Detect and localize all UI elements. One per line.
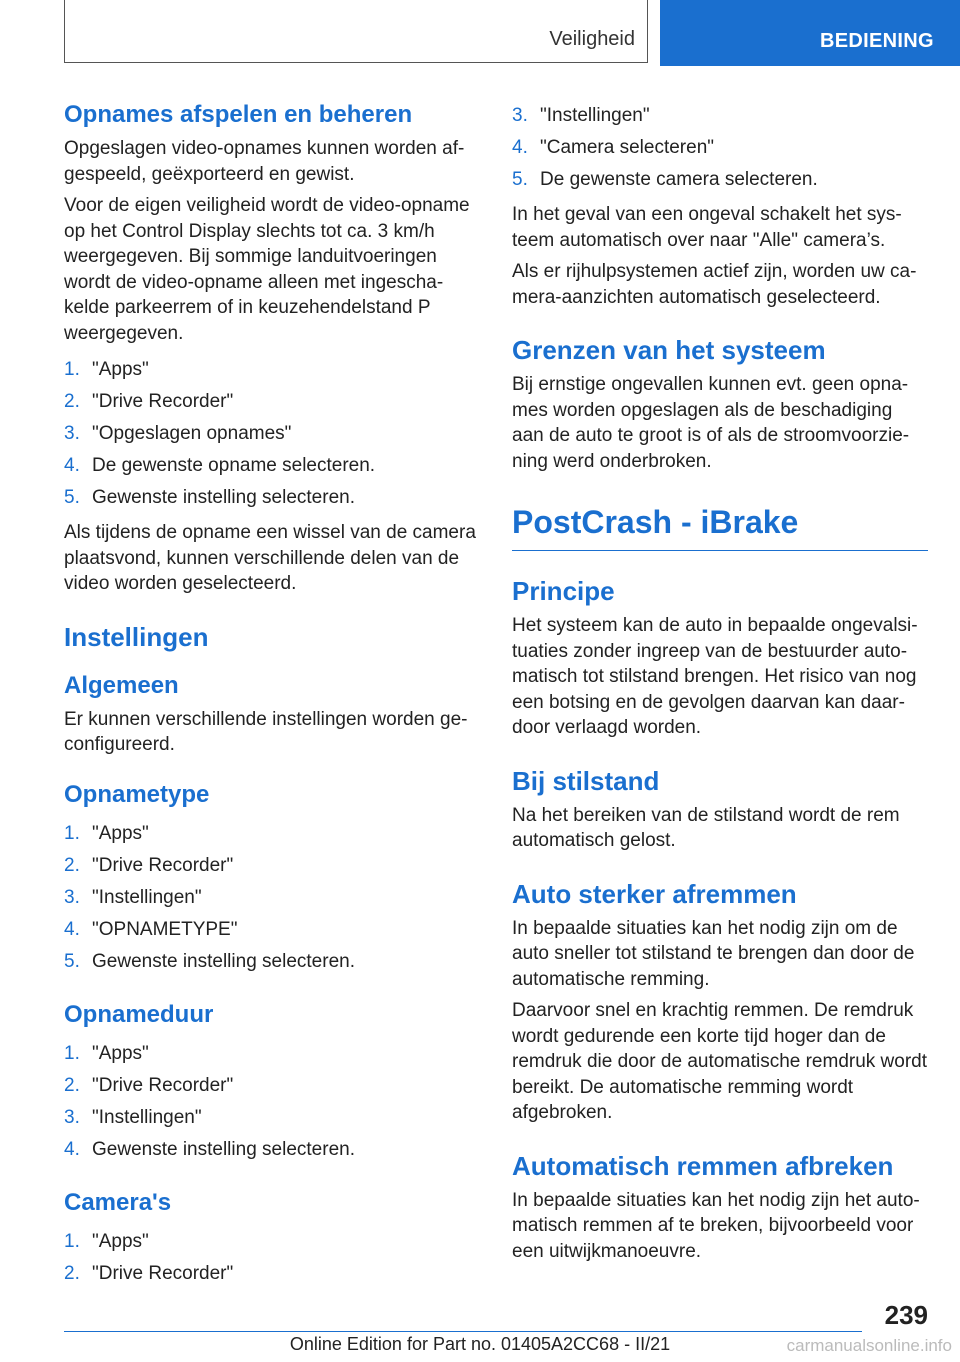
list-item-number: 5. (64, 950, 80, 972)
list-item-text: "Opgeslagen opnames" (92, 423, 292, 444)
list-item (64, 1102, 480, 1134)
list-item-text: "Camera selecteren" (540, 137, 715, 158)
list-item-number: 1. (64, 1230, 80, 1252)
paragraph: Het systeem kan de auto in bepaalde ongevalsi-tuaties zonder ingreep van de bestuurder auto-matisch tot stilstand brengen. Het risico van nog een botsing en de gevolgen daarvan kan daar-door verlaagd worden. (512, 615, 918, 738)
footer-rule (64, 1331, 862, 1332)
heading-opnameduur: Opnameduur (64, 1000, 214, 1028)
list-item-number: 2. (64, 854, 80, 876)
numbered-list (64, 1038, 480, 1166)
list-item-number: 4. (512, 137, 528, 158)
list-item-number: 3. (64, 423, 80, 444)
list-item (64, 386, 480, 418)
list-item-text: "Instellingen" (540, 105, 650, 126)
list-item-text: "Apps" (92, 359, 149, 380)
list-item-text: "Drive Recorder" (92, 1074, 234, 1096)
paragraph: Opgeslagen video-opnames kunnen worden af-gespeeld, geëxporteerd en gewist. (64, 138, 465, 185)
heading-cameras: Camera's (64, 1188, 172, 1216)
paragraph: Daarvoor snel en krachtig remmen. De remdruk wordt gedurende een korte tijd hoger dan de remdruk die door de automatische remdruk wordt bereikt. De automatische remming wordt afgebroken. (512, 1000, 928, 1123)
list-item-text: "Apps" (92, 1230, 149, 1252)
right-column (512, 100, 928, 1264)
paragraph: Als tijdens de opname een wissel van de camera plaatsvond, kunnen verschillende delen van de video worden geselecteerd. (64, 522, 476, 594)
numbered-list (512, 100, 928, 196)
list-item (64, 1226, 480, 1258)
list-item (64, 818, 480, 850)
list-item-number: 2. (64, 391, 80, 412)
paragraph: In bepaalde situaties kan het nodig zijn om de auto sneller tot stilstand te brengen dan door de automatische remming. (512, 917, 915, 990)
list-item (64, 850, 480, 882)
list-item (512, 100, 928, 132)
list-item (64, 1070, 480, 1102)
paragraph: Na het bereiken van de stilstand wordt de rem automatisch gelost. (512, 804, 900, 851)
list-item (64, 418, 480, 450)
list-item-number: 3. (64, 886, 80, 908)
heading-principe: Principe (512, 576, 615, 606)
list-item-text: De gewenste camera selecteren. (540, 169, 818, 190)
list-item-text: Gewenste instelling selecteren. (92, 950, 355, 972)
list-item-number: 2. (64, 1262, 80, 1284)
heading-bij-stilstand: Bij stilstand (512, 765, 660, 796)
numbered-list (64, 354, 480, 514)
list-item-text: "Instellingen" (92, 1106, 202, 1128)
paragraph: Voor de eigen veiligheid wordt de video-opname op het Control Display slechts tot ca. 3 km/h weergegeven. Bij sommige landuitvoeringen wordt de video-opname alleen met ingescha-kelde parkeerrem of in keuzehendelstand P weergegeven. (64, 195, 470, 344)
left-column (64, 100, 480, 1290)
list-item-number: 5. (512, 169, 528, 190)
list-item-text: "Drive Recorder" (92, 854, 234, 876)
header-chapter-tab (660, 0, 960, 66)
list-item-number: 1. (64, 822, 80, 844)
list-item (64, 1038, 480, 1070)
list-item-text: "Drive Recorder" (92, 1262, 234, 1284)
list-item-number: 3. (512, 105, 528, 126)
chapter-title: PostCrash - iBrake (512, 502, 928, 551)
list-item (64, 946, 480, 978)
heading-grenzen: Grenzen van het systeem (512, 335, 826, 365)
list-item-number: 4. (64, 918, 80, 940)
list-item-text: "Instellingen" (92, 886, 202, 908)
paragraph: Bij ernstige ongevallen kunnen evt. geen opna-mes worden opgeslagen als de beschadiging aan de auto te groot is of als de stroomvoorzie-ning werd onderbroken. (512, 374, 910, 472)
list-item-text: "Apps" (92, 1042, 149, 1064)
list-item-number: 1. (64, 1042, 80, 1064)
footer-edition: Online Edition for Part no. 01405A2CC68 - II/21 (289, 1334, 671, 1354)
numbered-list (64, 1226, 480, 1290)
heading-auto-sterker-afremmen: Auto sterker afremmen (512, 878, 797, 909)
watermark: carmanualsonline.info (786, 1336, 952, 1355)
list-item-text: De gewenste opname selecteren. (92, 455, 376, 476)
heading-opnametype: Opnametype (64, 780, 210, 808)
list-item-number: 5. (64, 487, 80, 508)
list-item (64, 482, 480, 514)
paragraph: In bepaalde situaties kan het nodig zijn het auto-matisch remmen af te breken, bijvoorbeeld voor een uitwijkmanoeuvre. (512, 1189, 920, 1262)
paragraph: In het geval van een ongeval schakelt het sys-teem automatisch over naar "Alle" camera’s. (512, 204, 902, 251)
list-item (64, 354, 480, 386)
list-item-text: "OPNAMETYPE" (92, 918, 238, 940)
list-item-text: "Drive Recorder" (92, 391, 234, 412)
list-item-number: 4. (64, 1138, 80, 1160)
header-section-title: Veiligheid (549, 28, 635, 50)
heading-automatisch-remmen-afbreken: Automatisch remmen afbreken (512, 1150, 894, 1181)
paragraph: Als er rijhulpsystemen actief zijn, worden uw ca-mera-aanzichten automatisch geselecteerd. (512, 261, 917, 308)
list-item (512, 132, 928, 164)
heading-instellingen: Instellingen (64, 621, 209, 652)
list-item (64, 1134, 480, 1166)
page-number: 239 (884, 1300, 928, 1330)
list-item-text: Gewenste instelling selecteren. (92, 487, 355, 508)
list-item (512, 164, 928, 196)
list-item (64, 882, 480, 914)
numbered-list (64, 818, 480, 978)
list-item (64, 1258, 480, 1290)
list-item-number: 2. (64, 1074, 80, 1096)
list-item-number: 1. (64, 359, 80, 380)
list-item-number: 3. (64, 1106, 80, 1128)
page-header (0, 0, 960, 66)
header-chapter-label: BEDIENING (820, 30, 934, 52)
list-item (64, 450, 480, 482)
list-item-text: "Apps" (92, 822, 149, 844)
list-item-number: 4. (64, 455, 80, 476)
list-item-text: Gewenste instelling selecteren. (92, 1138, 355, 1160)
paragraph: Er kunnen verschillende instellingen worden ge-configureerd. (64, 708, 468, 755)
heading-algemeen: Algemeen (64, 671, 179, 699)
heading-opnames-afspelen: Opnames afspelen en beheren (64, 101, 413, 128)
list-item (64, 914, 480, 946)
